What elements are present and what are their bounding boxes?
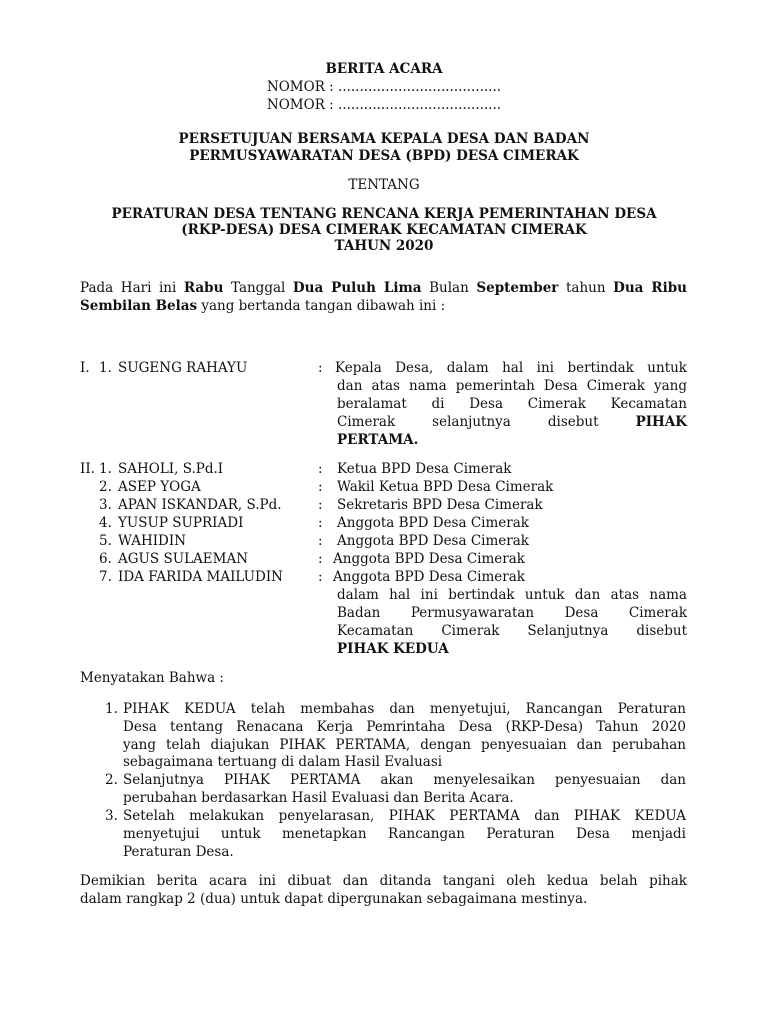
opening-line-1: Pada Hari ini Rabu Tanggal Dua Puluh Lima Bulan September tahun Dua Ribu [80, 280, 687, 296]
opening-year-2: Sembilan Belas [80, 298, 198, 314]
statement-item-line: Selanjutnya PIHAK PERTAMA akan menyelesaikan penyesuaian dan [123, 772, 686, 788]
nomor-line-2: NOMOR : ...................................... [266, 97, 502, 113]
member-number: 3. [99, 497, 112, 513]
party1-colon: : [318, 360, 323, 376]
opening-day: Rabu [183, 280, 224, 296]
statement-intro: Menyatakan Bahwa : [80, 670, 224, 686]
statement-item-line: PIHAK KEDUA telah membahas dan menyetujui, Rancangan Peraturan [123, 701, 686, 717]
subject-line-2: (RKP-DESA) DESA CIMERAK KECAMATAN CIMERAK [181, 222, 587, 238]
party2-marker: II. [80, 461, 95, 477]
party1-number: 1. [99, 360, 112, 376]
member-name: AGUS SULAEMAN [118, 551, 249, 567]
party2-desc-1: dalam hal ini bertindak untuk dan atas nama [337, 587, 687, 603]
party1-desc-3: beralamat di Desa Cimerak Kecamatan [337, 396, 687, 412]
member-number: 5. [99, 533, 112, 549]
member-role: Anggota BPD Desa Cimerak [333, 569, 525, 585]
member-role: Anggota BPD Desa Cimerak [337, 515, 529, 531]
party2-desc-2: Badan Permusyawaratan Desa Cimerak [337, 605, 687, 621]
opening-date: Dua Puluh Lima [292, 280, 422, 296]
party2-desc-4: PIHAK KEDUA [337, 641, 449, 657]
subject-line-1: PERATURAN DESA TENTANG RENCANA KERJA PEMERINTAHAN DESA [111, 206, 657, 222]
party1-desc-2: dan atas nama pemerintah Desa Cimerak yang [337, 378, 687, 394]
party1-desc-4: Cimerak selanjutnya disebut PIHAK [337, 414, 687, 430]
member-name: APAN ISKANDAR, S.Pd. [118, 497, 282, 513]
member-number: 6. [99, 551, 112, 567]
member-name: YUSUP SUPRIADI [118, 515, 244, 531]
document-title: BERITA ACARA [325, 61, 443, 77]
member-number: 7. [99, 569, 112, 585]
member-role: Sekretaris BPD Desa Cimerak [337, 497, 543, 513]
member-name: WAHIDIN [118, 533, 187, 549]
closing-line-2: dalam rangkap 2 (dua) untuk dapat dipergunakan sebagaimana mestinya. [80, 891, 588, 907]
statement-item-line: Setelah melakukan penyelarasan, PIHAK PERTAMA dan PIHAK KEDUA [123, 808, 686, 824]
statement-item-line: yang telah diajukan PIHAK PERTAMA, dengan penyesuaian dan perubahan [123, 737, 686, 753]
tentang-label: TENTANG [348, 177, 420, 193]
statement-item-number: 2. [105, 772, 118, 788]
member-colon: : [318, 479, 323, 495]
party1-desc-1: Kepala Desa, dalam hal ini bertindak untuk [335, 360, 687, 376]
member-colon: : [318, 569, 323, 585]
member-colon: : [318, 515, 323, 531]
member-colon: : [318, 533, 323, 549]
statement-item-number: 1. [105, 701, 118, 717]
statement-item-line: menyetujui untuk menetapkan Rancangan Peraturan Desa menjadi [123, 826, 686, 842]
heading-line-2: PERMUSYAWARATAN DESA (BPD) DESA CIMERAK [189, 148, 579, 164]
statement-item-line: Desa tentang Renacana Kerja Pemrintaha Desa (RKP-Desa) Tahun 2020 [123, 719, 686, 735]
opening-line-2: Sembilan Belas yang bertanda tangan dibawah ini : [80, 298, 446, 314]
opening-year-1: Dua Ribu [613, 280, 687, 296]
party2-desc-3: Kecamatan Cimerak Selanjutnya disebut [337, 623, 687, 639]
statement-item-number: 3. [105, 808, 118, 824]
statement-item-line: sebagaimana tertuang di dalam Hasil Evaluasi [123, 754, 443, 770]
member-number: 4. [99, 515, 112, 531]
closing-line-1: Demikian berita acara ini dibuat dan ditanda tangani oleh kedua belah pihak [80, 873, 687, 889]
member-role: Anggota BPD Desa Cimerak [337, 533, 529, 549]
heading-line-1: PERSETUJUAN BERSAMA KEPALA DESA DAN BADAN [178, 131, 590, 147]
party1-name: SUGENG RAHAYU [118, 360, 248, 376]
member-role: Ketua BPD Desa Cimerak [337, 461, 512, 477]
member-colon: : [318, 461, 323, 477]
member-name: IDA FARIDA MAILUDIN [118, 569, 283, 585]
opening-month: September [476, 280, 559, 296]
member-number: 2. [99, 479, 112, 495]
member-number: 1. [99, 461, 112, 477]
party1-marker: I. [80, 360, 90, 376]
subject-line-3: TAHUN 2020 [334, 238, 434, 254]
statement-item-line: perubahan berdasarkan Hasil Evaluasi dan Berita Acara. [123, 790, 514, 806]
member-role: Anggota BPD Desa Cimerak [333, 551, 525, 567]
member-colon: : [318, 551, 323, 567]
member-colon: : [318, 497, 323, 513]
statement-item-line: Peraturan Desa. [123, 844, 234, 860]
nomor-line-1: NOMOR : ...................................... [266, 79, 502, 95]
party1-desc-5: PERTAMA. [337, 432, 419, 448]
member-role: Wakil Ketua BPD Desa Cimerak [337, 479, 554, 495]
member-name: SAHOLI, S.Pd.I [118, 461, 224, 477]
member-name: ASEP YOGA [118, 479, 201, 495]
